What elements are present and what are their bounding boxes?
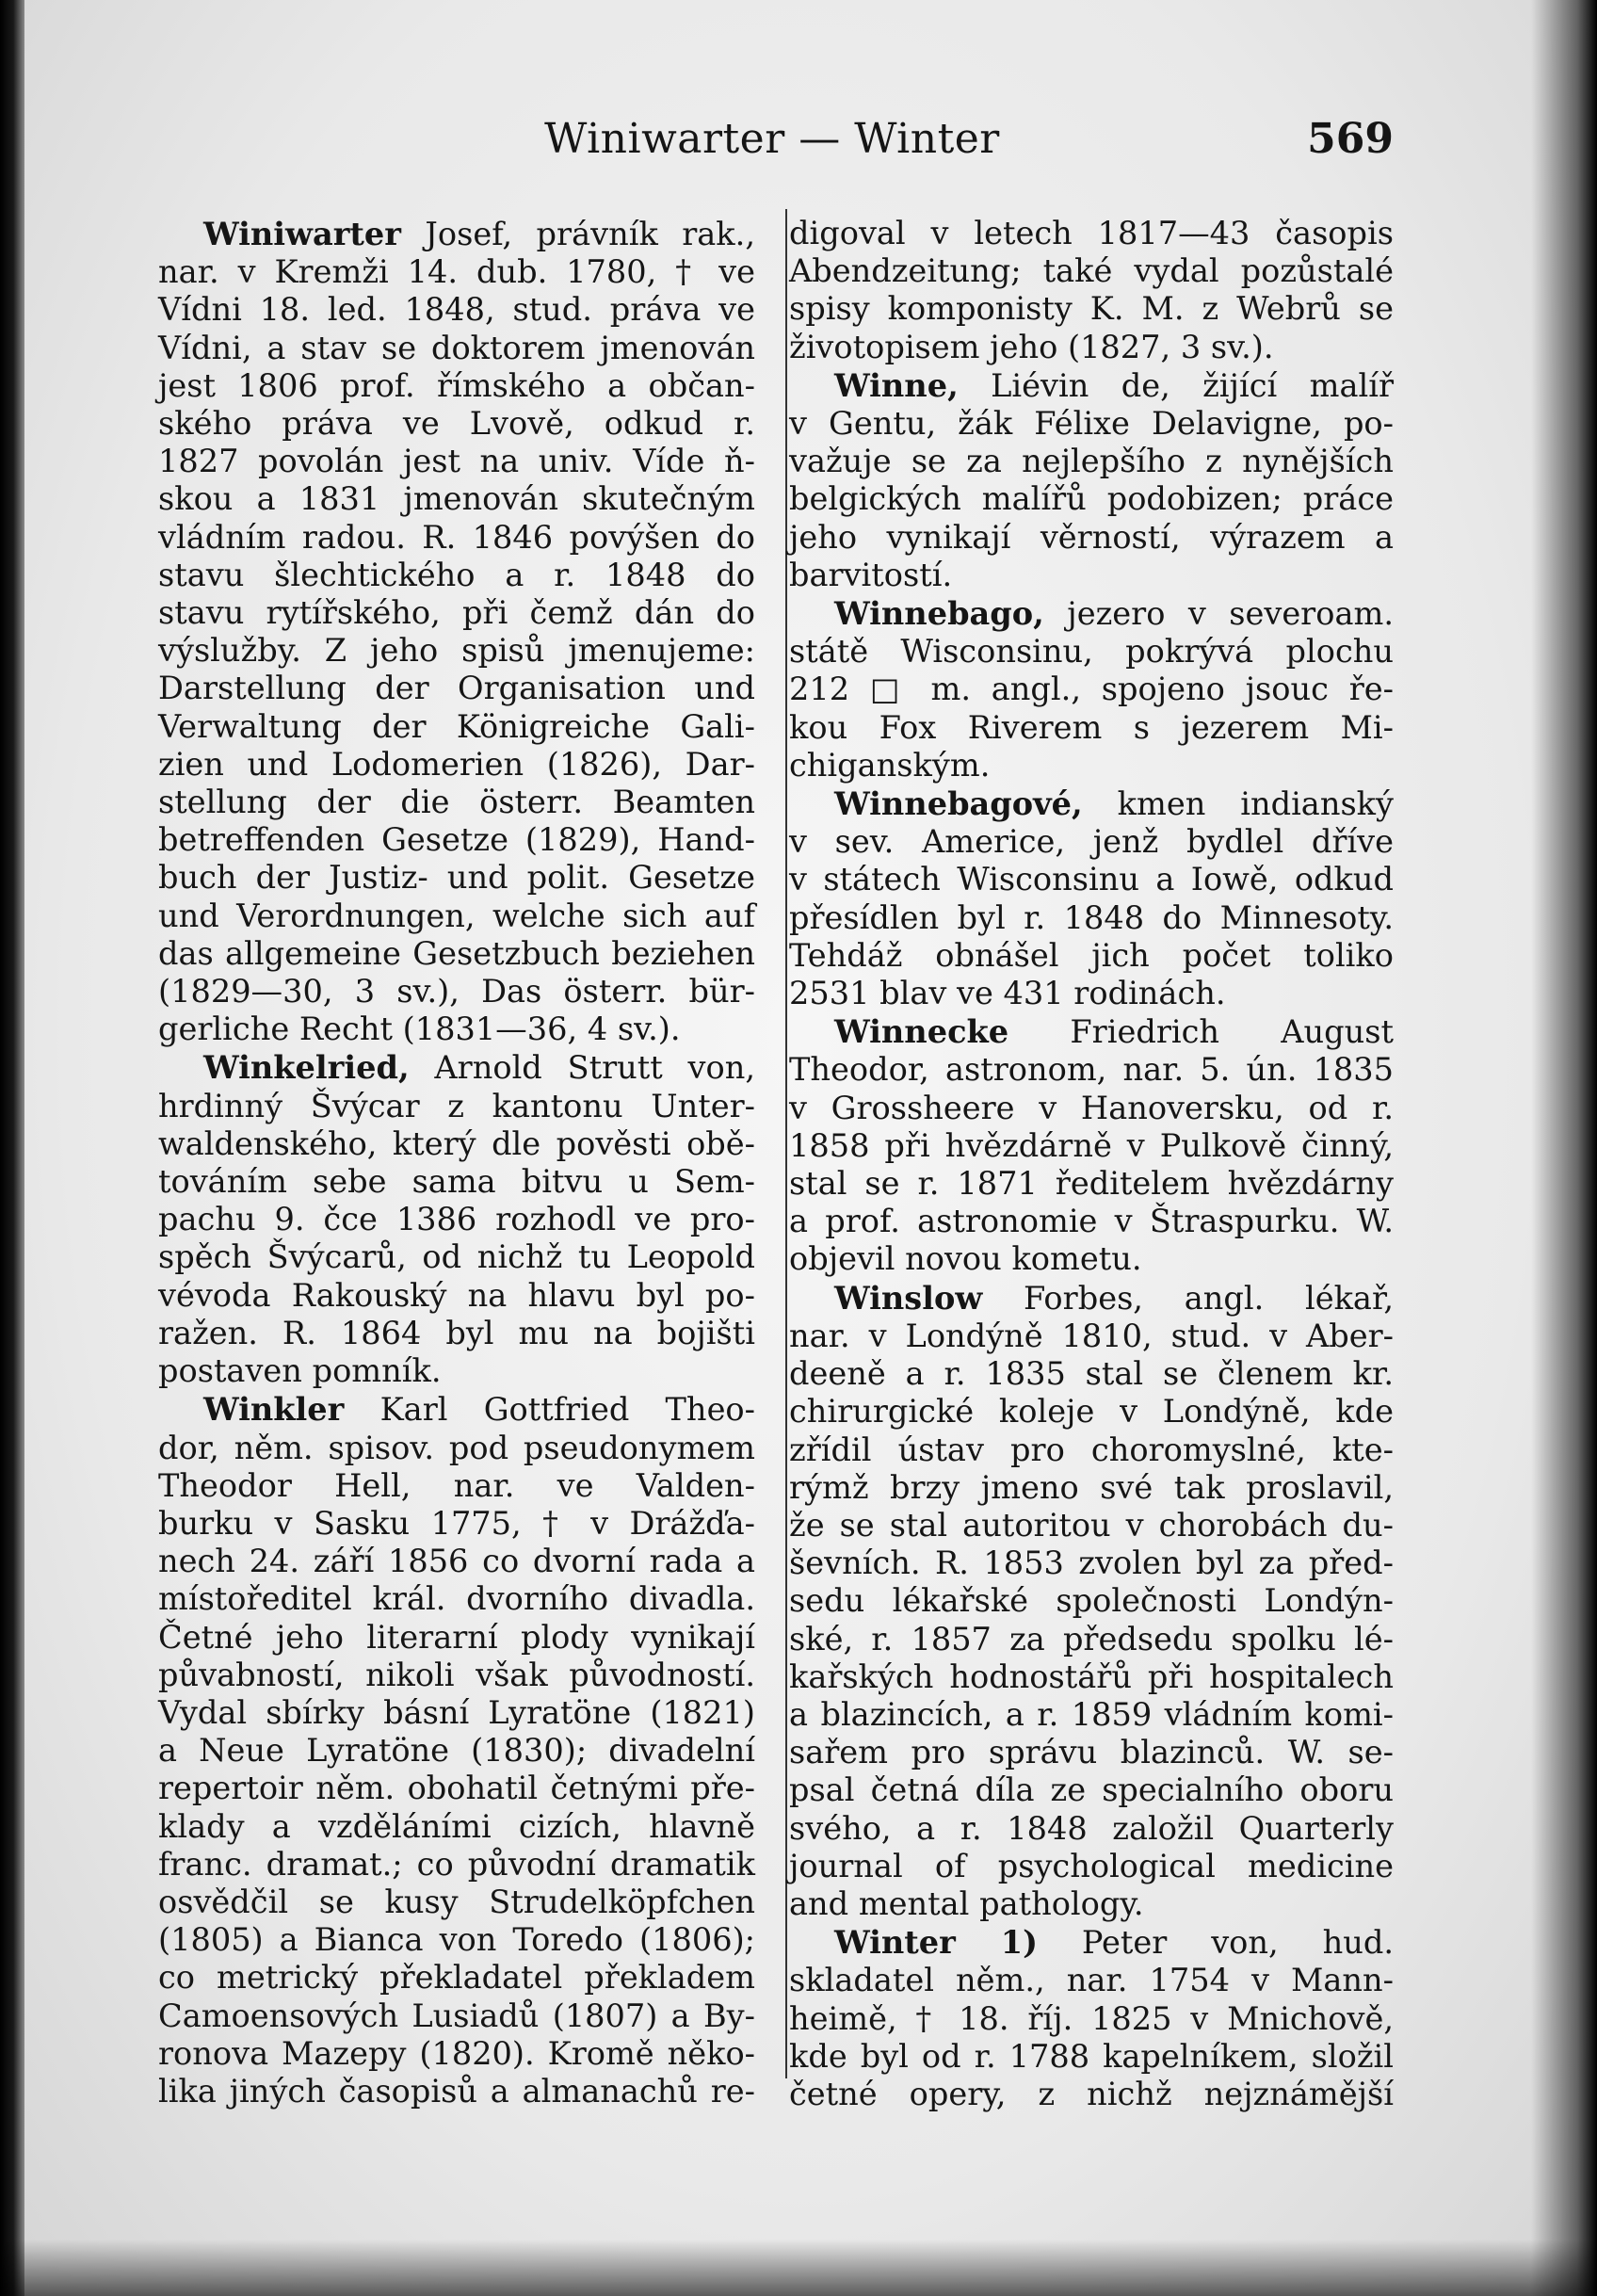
text-line: kou Fox Riverem s jezerem Mi- <box>789 708 1394 746</box>
entry-first-line <box>789 1923 1394 1962</box>
text-line: vévoda Rakouský na hlavu byl po- <box>158 1276 755 1314</box>
text-line: postaven pomník. <box>158 1352 442 1390</box>
entry-text: Karl Gottfried Theo- <box>344 1391 755 1429</box>
text-line: ševních. R. 1853 zvolen byl za před- <box>789 1544 1394 1582</box>
text-line: waldenského, který dle pověsti obě- <box>158 1124 755 1162</box>
text-line: a prof. astronomie v Štraspurku. W. <box>789 1203 1394 1240</box>
text-line: a blazincích, a r. 1859 vládním komi- <box>789 1695 1394 1733</box>
text-line: co metrický překladatel překladem <box>158 1959 755 1997</box>
entry-text: Peter von, hud. <box>1038 1924 1395 1962</box>
text-line: journal of psychological medicine <box>789 1847 1394 1884</box>
entry-headword: Winnebago, <box>834 594 1044 633</box>
text-line: jest 1806 prof. římského a občan- <box>158 366 755 404</box>
text-line: stavu rytířského, při čemž dán do <box>158 594 755 632</box>
entry-text: Liévin de, žijící malíř <box>958 366 1394 404</box>
text-line: objevil novou kometu. <box>789 1240 1142 1278</box>
text-line: spisy komponisty K. M. z Webrů se <box>789 290 1394 328</box>
text-line: (1829—30, 3 sv.), Das österr. bür- <box>158 973 755 1011</box>
text-line: skou a 1831 jmenován skutečným <box>158 480 755 518</box>
text-line: chirurgické koleje v Londýně, kde <box>789 1393 1394 1431</box>
text-line: stal se r. 1871 ředitelem hvězdárny <box>789 1165 1394 1203</box>
text-line: sařem pro správu blazinců. W. se- <box>789 1734 1394 1771</box>
text-line: franc. dramat.; co původní dramatik <box>158 1845 755 1883</box>
text-line: ražen. R. 1864 byl mu na bojišti <box>158 1314 755 1351</box>
text-line: Vídni, a stav se doktorem jmenován <box>158 329 755 366</box>
text-line: svého, a r. 1848 založil Quarterly <box>789 1809 1394 1847</box>
text-line: ské, r. 1857 za předsedu spolku lé- <box>789 1620 1394 1657</box>
entry-first-line <box>789 366 1394 405</box>
text-line: nar. v Londýně 1810, stud. v Aber- <box>789 1317 1394 1354</box>
text-line: spěch Švýcarů, od nichž tu Leopold <box>158 1238 755 1276</box>
text-line: digoval v letech 1817—43 časopis <box>789 215 1394 251</box>
text-line: and mental pathology. <box>789 1884 1144 1922</box>
entry-headword: Winiwarter <box>203 215 401 252</box>
text-line: 212 □ m. angl., spojeno jsouc ře- <box>789 671 1394 708</box>
running-title: Winiwarter — Winter <box>544 115 1000 163</box>
text-line: Tehdáž obnášel jich počet toliko <box>789 936 1394 974</box>
text-line: v sev. Americe, jenž bydlel dříve <box>789 823 1394 861</box>
text-line: burku v Sasku 1775, † v Drážďa- <box>158 1504 755 1542</box>
text-line: Camoensových Lusiadů (1807) a By- <box>158 1997 755 2034</box>
text-line: hrdinný Švýcar z kantonu Unter- <box>158 1087 755 1124</box>
text-line: repertoir něm. obohatil četnými pře- <box>158 1770 755 1807</box>
text-line: nar. v Kremži 14. dub. 1780, † ve <box>158 253 755 291</box>
text-line: rýmž brzy jmeno své tak proslavil, <box>789 1468 1394 1506</box>
text-line: státě Wisconsinu, pokrývá plochu <box>789 633 1394 671</box>
text-line: deeně a r. 1835 stal se členem kr. <box>789 1355 1394 1393</box>
entry-first-line <box>789 784 1394 823</box>
text-line: a Neue Lyratöne (1830); divadelní <box>158 1732 755 1770</box>
text-line: místoředitel král. dvorního divadla. <box>158 1580 755 1618</box>
text-line: výslužby. Z jeho spisů jmenujeme: <box>158 632 755 670</box>
entry-headword: Winter 1) <box>834 1923 1039 1962</box>
text-line: četné opery, z nichž nejznámější <box>789 2075 1394 2112</box>
entry-headword: Winne, <box>834 365 959 404</box>
right-column <box>789 215 1394 2113</box>
entry-first-line <box>158 1048 755 1087</box>
page-bottom-shadow <box>0 2239 1597 2296</box>
text-line: kařských hodnostářů při hospitalech <box>789 1657 1394 1695</box>
text-line: stellung der die österr. Beamten <box>158 784 755 821</box>
text-line: gerliche Recht (1831—36, 4 sv.). <box>158 1011 681 1048</box>
text-line: přesídlen byl r. 1848 do Minnesoty. <box>789 898 1394 936</box>
running-header <box>151 115 1394 181</box>
entry-text: jezero v severoam. <box>1043 595 1394 633</box>
text-line: v Gentu, žák Félixe Delavigne, po- <box>789 405 1394 443</box>
text-line: zřídil ústav pro choromyslné, kte- <box>789 1431 1394 1468</box>
text-line: ského práva ve Lvově, odkud r. <box>158 405 755 443</box>
text-line: Verwaltung der Königreiche Gali- <box>158 707 755 745</box>
text-line: Četné jeho literarní plody vynikají <box>158 1618 755 1656</box>
text-line: Darstellung der Organisation und <box>158 670 755 707</box>
text-line: 1858 při hvězdárně v Pulkově činný, <box>789 1126 1394 1164</box>
text-line: Abendzeitung; také vydal pozůstalé <box>789 252 1394 290</box>
page-right-shadow <box>1531 0 1597 2296</box>
text-line: klady a vzděláními cizích, hlavně <box>158 1807 755 1845</box>
left-column <box>158 215 755 2110</box>
entry-text: Josef, právník rak., <box>400 216 755 252</box>
entry-text: Forbes, angl. lékař, <box>982 1279 1394 1317</box>
entry-headword: Winnebagové, <box>834 784 1083 823</box>
text-line: chiganským. <box>789 746 991 784</box>
text-line: továním sebe sama bitvu u Sem- <box>158 1163 755 1201</box>
text-line: osvědčil se kusy Strudelköpfchen <box>158 1883 755 1920</box>
text-line: psal četná díla ze specialního oboru <box>789 1771 1394 1809</box>
column-divider <box>785 209 787 2078</box>
text-line: nech 24. září 1856 co dvorní rada a <box>158 1543 755 1580</box>
text-line: 1827 povolán jest na univ. Víde ň- <box>158 443 755 480</box>
text-line: zien und Lodomerien (1826), Dar- <box>158 745 755 783</box>
text-line: und Verordnungen, welche sich auf <box>158 897 755 934</box>
text-line: kde byl od r. 1788 kapelníkem, složil <box>789 2037 1394 2075</box>
entry-text: kmen indianský <box>1082 785 1394 823</box>
text-line: ronova Mazepy (1820). Kromě něko- <box>158 2034 755 2072</box>
entry-headword: Winslow <box>834 1278 983 1317</box>
text-line: dor, něm. spisov. pod pseudonymem <box>158 1429 755 1466</box>
text-line: stavu šlechtického a r. 1848 do <box>158 556 755 593</box>
text-line: Vídni 18. led. 1848, stud. práva ve <box>158 291 755 329</box>
entry-text: Friedrich August <box>1008 1013 1394 1051</box>
text-line: v Grossheere v Hanoversku, od r. <box>789 1089 1394 1126</box>
text-line: 2531 blav ve 431 rodinách. <box>789 975 1226 1012</box>
text-line: Vydal sbírky básní Lyratöne (1821) <box>158 1693 755 1731</box>
text-line: že se stal autoritou v chorobách du- <box>789 1506 1394 1544</box>
text-line: važuje se za nejlepšího z nynějších <box>789 443 1394 480</box>
entry-text: Arnold Strutt von, <box>409 1049 755 1087</box>
entry-first-line <box>789 1012 1394 1051</box>
text-line: v státech Wisconsinu a Iowě, odkud <box>789 861 1394 898</box>
text-line: životopisem jeho (1827, 3 sv.). <box>789 328 1274 365</box>
text-line: heimě, † 18. říj. 1825 v Mnichově, <box>789 1999 1394 2037</box>
text-line: vládním radou. R. 1846 povýšen do <box>158 518 755 556</box>
page-number: 569 <box>1307 115 1394 163</box>
text-line: belgických malířů podobizen; práce <box>789 480 1394 518</box>
entry-headword: Winkelried, <box>203 1048 410 1087</box>
entry-first-line <box>158 1390 755 1429</box>
text-line: betreffenden Gesetze (1829), Hand- <box>158 821 755 859</box>
entry-first-line <box>158 215 755 253</box>
text-line: barvitostí. <box>789 556 953 593</box>
text-line: Theodor Hell, nar. ve Valden- <box>158 1466 755 1504</box>
text-line: půvabností, nikoli však původností. <box>158 1656 755 1693</box>
book-binding-edge <box>0 0 24 2296</box>
text-line: lika jiných časopisů a almanachů re- <box>158 2072 755 2110</box>
text-line: (1805) a Bianca von Toredo (1806); <box>158 1921 755 1959</box>
text-line: jeho vynikají věrností, výrazem a <box>789 518 1394 556</box>
text-line: sedu lékařské společnosti Londýn- <box>789 1582 1394 1620</box>
text-line: buch der Justiz- und polit. Gesetze <box>158 859 755 897</box>
entry-first-line <box>789 1279 1394 1318</box>
entry-headword: Winkler <box>203 1390 345 1429</box>
text-line: skladatel něm., nar. 1754 v Mann- <box>789 1962 1394 1999</box>
text-line: das allgemeine Gesetzbuch beziehen <box>158 934 755 972</box>
entry-headword: Winnecke <box>834 1012 1009 1051</box>
text-line: pachu 9. čce 1386 rozhodl ve pro- <box>158 1201 755 1238</box>
text-line: Theodor, astronom, nar. 5. ún. 1835 <box>789 1051 1394 1089</box>
entry-first-line <box>789 594 1394 633</box>
